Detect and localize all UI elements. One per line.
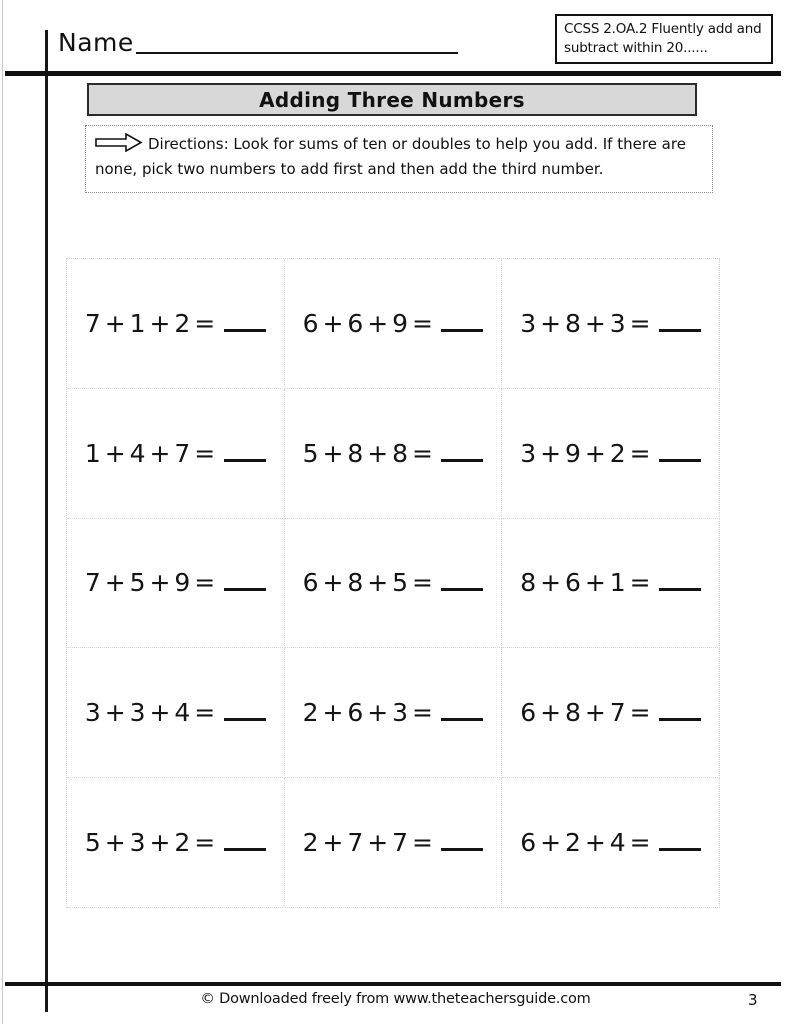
problem-cell bbox=[67, 389, 285, 519]
answer-blank bbox=[659, 718, 701, 721]
problem-cell bbox=[285, 778, 503, 908]
footer-credit: © Downloaded freely from www.theteachersguide.com bbox=[200, 991, 591, 1007]
name-label: Name bbox=[58, 28, 134, 57]
equation-text: 7 + 5 + 9 = bbox=[85, 568, 266, 597]
problem-cell bbox=[285, 259, 503, 389]
answer-blank bbox=[224, 718, 266, 721]
ccss-standard-box bbox=[555, 14, 773, 64]
answer-blank bbox=[224, 329, 266, 332]
equation-text: 3 + 9 + 2 = bbox=[520, 439, 701, 468]
problems-grid bbox=[66, 258, 720, 908]
name-line bbox=[58, 28, 458, 57]
worksheet-title: Adding Three Numbers bbox=[259, 87, 525, 112]
answer-blank bbox=[441, 329, 483, 332]
problem-cell bbox=[67, 778, 285, 908]
problem-cell bbox=[502, 648, 720, 778]
equation-text: 3 + 3 + 4 = bbox=[85, 698, 266, 727]
right-arrow-icon bbox=[95, 133, 143, 158]
answer-blank bbox=[441, 718, 483, 721]
answer-blank bbox=[659, 329, 701, 332]
directions-box bbox=[85, 125, 713, 193]
answer-blank bbox=[659, 848, 701, 851]
page-scan-edge bbox=[2, 0, 3, 1024]
problem-cell bbox=[502, 259, 720, 389]
equation-text: 3 + 8 + 3 = bbox=[520, 309, 701, 338]
equation-text: 6 + 2 + 4 = bbox=[520, 828, 701, 857]
equation-text: 8 + 6 + 1 = bbox=[520, 568, 701, 597]
problem-cell bbox=[285, 389, 503, 519]
answer-blank bbox=[659, 459, 701, 462]
equation-text: 5 + 8 + 8 = bbox=[303, 439, 484, 468]
problem-cell bbox=[285, 519, 503, 649]
equation-text: 7 + 1 + 2 = bbox=[85, 309, 266, 338]
problem-cell bbox=[67, 259, 285, 389]
ccss-line-2: subtract within 20...... bbox=[564, 40, 708, 56]
problem-cell bbox=[285, 648, 503, 778]
ccss-line-1: CCSS 2.OA.2 Fluently add and bbox=[564, 21, 762, 37]
directions-text: Directions: Look for sums of ten or doubles to help you add. If there are none, pick two numbers to add first and then add the third number. bbox=[95, 135, 686, 178]
answer-blank bbox=[224, 459, 266, 462]
answer-blank bbox=[224, 848, 266, 851]
equation-text: 2 + 6 + 3 = bbox=[303, 698, 484, 727]
left-margin-rule bbox=[45, 30, 48, 1012]
answer-blank bbox=[224, 588, 266, 591]
name-write-line bbox=[136, 52, 458, 54]
problem-cell bbox=[67, 519, 285, 649]
answer-blank bbox=[441, 588, 483, 591]
answer-blank bbox=[659, 588, 701, 591]
header-divider-rule bbox=[5, 71, 781, 76]
answer-blank bbox=[441, 848, 483, 851]
equation-text: 6 + 8 + 7 = bbox=[520, 698, 701, 727]
problem-cell bbox=[502, 389, 720, 519]
equation-text: 6 + 8 + 5 = bbox=[303, 568, 484, 597]
problem-cell bbox=[502, 519, 720, 649]
problem-cell bbox=[67, 648, 285, 778]
problem-cell bbox=[502, 778, 720, 908]
equation-text: 1 + 4 + 7 = bbox=[85, 439, 266, 468]
worksheet-title-bar bbox=[87, 83, 697, 116]
page-number: 3 bbox=[748, 991, 758, 1009]
answer-blank bbox=[441, 459, 483, 462]
equation-text: 6 + 6 + 9 = bbox=[303, 309, 484, 338]
footer-divider-rule bbox=[5, 982, 781, 986]
equation-text: 5 + 3 + 2 = bbox=[85, 828, 266, 857]
equation-text: 2 + 7 + 7 = bbox=[303, 828, 484, 857]
